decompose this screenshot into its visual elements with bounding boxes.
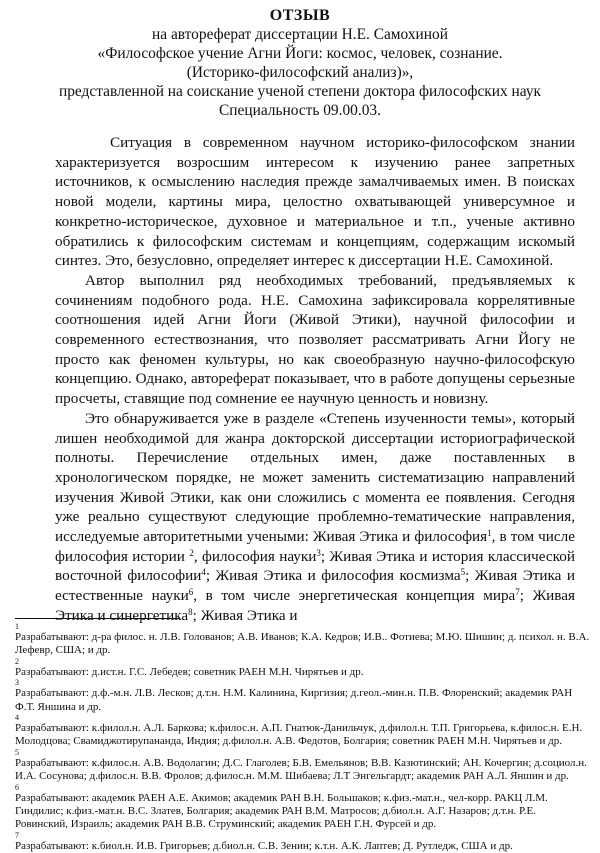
- footnote-ref-1: 1: [487, 528, 492, 539]
- footnote-ref-6: 6: [188, 587, 194, 598]
- footnote-ref-2: 2: [189, 547, 194, 558]
- header-line-2: «Философское учение Агни Йоги: космос, человек, сознание.: [97, 45, 503, 62]
- footnote-text: Разрабатывают: д.ф.-м.н. Л.В. Лесков; д.т.н. Н.М. Калинина, Киргизия; д.геол.-мин.н. П.В. Флоренский; академик РАН Ф.Т. Яншина и др.: [15, 687, 573, 713]
- header-line-3: (Историко-философский анализ)»,: [186, 64, 414, 81]
- header-line-5: Специальность 09.00.03.: [219, 102, 381, 119]
- footnote-number: 3: [15, 678, 19, 688]
- paragraph-3-part-c: , философия науки: [193, 547, 317, 565]
- footnote-text: Разрабатывают: к.филол.н. А.Л. Баркова; к.филос.н. А.П. Гнатюк-Данильчук, д.филол.н. Т.П. Григорьева, к.филос.н. Е.Н. Молодцова; Свамиджотирупананда, Индия; д.филол.н. А.В. Федотов, Болгария; советник РАЕН М.Н. Чирятьев и др.: [15, 722, 583, 748]
- paragraph-3-part-b: , в том числе философия истории: [55, 528, 575, 565]
- footnote: [15, 623, 590, 658]
- footnote-number: 6: [15, 782, 19, 792]
- footnote-text: Разрабатывают: д.ист.н. Г.С. Лебедев; советник РАЕН М.Н. Чирятьев и др.: [15, 665, 364, 678]
- paragraph-3-part-d: ; Живая Этика и история классической восточной философии: [55, 547, 575, 585]
- footnote-text: Разрабатывают: д-ра филос. н. Л.В. Голованов; А.В. Иванов; К.А. Кедров; И.В.. Фотиева; М.Ю. Шишин; д. психол. н. В.А. Лефевр, США; и др.: [15, 631, 590, 657]
- paragraph-3-part-f: ; Живая Этика и естественные науки: [55, 567, 575, 605]
- footnote: [15, 784, 590, 832]
- paragraph-1: Ситуация в современном научном историко-философском знании характеризуется возросшим интересом к изучению ранее запретных источников, к осмыслению наследия прежде замалчиваемых имен. В поисках новой модели, картины мира, целостно охватывающей универсумное и конкретно-историческое, духовное и материальное и т.п., ученые активно обратились к философским системам и концепциям, содержащим искомый синтез. Это, безусловно, определяет интерес к диссертации Н.Е. Самохиной.: [55, 134, 575, 270]
- review-body: [55, 133, 575, 626]
- header-line-1: на автореферат диссертации Н.Е. Самохиной: [152, 26, 448, 43]
- footnote-text: Разрабатывают: к.биол.н. И.В. Григорьев; д.биол.н. С.В. Зенин; к.т.н. А.К. Лаптев; Д. Рутледж, США и др.: [15, 839, 513, 852]
- header-line-4: представленной на соискание ученой степени доктора философских наук: [59, 83, 541, 100]
- footnote-number: 1: [15, 622, 19, 631]
- footnote-number: 2: [15, 656, 19, 666]
- footnote-number: 4: [15, 713, 19, 723]
- paragraph-3-part-h: ; Живая Этика и синергетика: [55, 587, 576, 624]
- footnote: [15, 679, 590, 714]
- footnote-ref-8: 8: [188, 606, 193, 617]
- paragraph-2: Автор выполнил ряд необходимых требований, предъявляемых к сочинениям подобного рода. Н.Е. Самохина зафиксировала коррелятивные соотношения идей Агни Йоги (Живой Этики), научной философии и современного естествознания, что позволяет рассматривать Агни Йогу не просто как феномен культуры, но как своеобразную научно-философскую концепцию. Однако, автореферат показывает, что в работе допущены серьезные просчеты, ставящие под сомнение ее научную ценность и новизну.: [55, 271, 575, 408]
- footnote: [15, 714, 590, 749]
- review-title: ОТЗЫВ: [269, 7, 331, 24]
- footnote: [15, 658, 590, 679]
- paragraph-3-part-e: ; Живая Этика и философия космизма: [205, 567, 461, 585]
- footnote-text: Разрабатывают: к.филос.н. А.В. Водолагин; Д.С. Глаголев; Б.В. Емельянов; В.В. Казютинский; АН. Кочергин; д.социол.н. И.А. Сосунова; д.филос.н. В.В. Фролов; д.филос.н. М.М. Шибаева; Л.Т Энгельгардт; академик РАН А.Л. Яншин и др.: [15, 756, 587, 783]
- footnote: [15, 832, 590, 853]
- paragraph-3: [55, 409, 575, 626]
- footnotes-section: [15, 623, 590, 853]
- footnote-number: 5: [15, 747, 19, 757]
- paragraph-3-part-g: , в том числе энергетическая концепция мира: [193, 587, 516, 605]
- footnote-ref-4: 4: [201, 567, 206, 578]
- footnote: [15, 749, 590, 784]
- footnote-ref-7: 7: [515, 587, 520, 598]
- paragraph-3-part-i: ; Живая Этика и: [192, 606, 298, 624]
- paragraph-3-part-a: Это обнаруживается уже в разделе «Степень изученности темы», который лишен необходимой для жанра докторской диссертации историографической полноты. Перечисление отдельных имен, даже поставленных в хронологическом порядке, не может заменить систематизацию направлений изучения Живой Этики, как они сложились с момента ее появления. Сегодня уже реально существуют следующие проблемно-тематические направления, исследуемые авторитетными учеными: Живая Этика и философия: [55, 409, 575, 546]
- footnote-text: Разрабатывают: академик РАЕН А.Е. Акимов; академик РАН В.Н. Большаков; к.физ.-мат.н., чел-корр. РАКЦ Л.М. Гиндилис; к.физ.-мат.н. В.С. Златев, Болгария; академик РАН В.М. Матросов; д.биол.н. А.Г. Назаров; д.т.н. Р.Е. Ровинский, Израиль; академик РАН В.В. Струминский; академик РАЕН Г.Н. Фурсей и др.: [15, 791, 548, 831]
- footnote-ref-5: 5: [460, 567, 466, 578]
- footnote-separator: [15, 618, 180, 619]
- footnote-ref-3: 3: [316, 547, 321, 558]
- review-header: [0, 6, 600, 120]
- footnote-number: 7: [15, 830, 19, 840]
